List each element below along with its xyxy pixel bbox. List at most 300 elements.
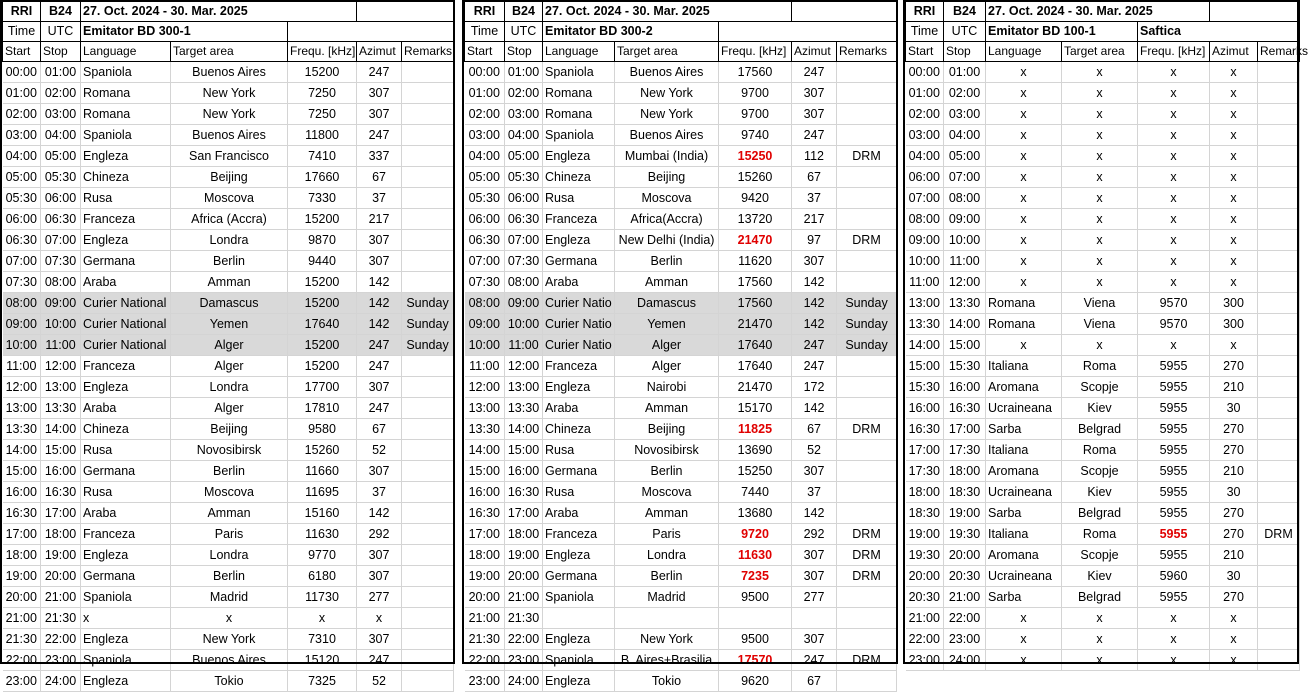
language-cell: Aromana	[986, 377, 1062, 398]
target-cell: Buenos Aires	[171, 650, 288, 671]
language-cell: Engleza	[81, 377, 171, 398]
target-cell: Africa(Accra)	[615, 209, 719, 230]
target-cell: Mumbai (India)	[615, 146, 719, 167]
stop-cell: 01:00	[41, 62, 81, 83]
azimut-cell: 37	[357, 188, 402, 209]
remarks-cell: DRM	[837, 524, 897, 545]
frequency-cell: 15200	[288, 272, 357, 293]
language-cell: x	[986, 167, 1062, 188]
stop-cell: 21:30	[505, 608, 543, 629]
header-row-period	[3, 1, 454, 22]
target-cell: x	[1062, 62, 1138, 83]
target-cell: Alger	[171, 398, 288, 419]
azimut-cell: 37	[792, 482, 837, 503]
azimut-cell: 307	[792, 104, 837, 125]
azimut-cell: 270	[1210, 419, 1258, 440]
stop-cell: 14:00	[944, 314, 986, 335]
target-cell: x	[1062, 167, 1138, 188]
azimut-cell: 67	[792, 671, 837, 692]
schedule-body	[3, 1, 454, 692]
remarks-cell	[402, 188, 454, 209]
remarks-cell	[402, 125, 454, 146]
azimut-cell: 307	[357, 377, 402, 398]
period-label: 27. Oct. 2024 - 30. Mar. 2025	[543, 1, 792, 22]
azimut-cell: 307	[357, 461, 402, 482]
table-row	[465, 671, 897, 692]
remarks-cell	[402, 251, 454, 272]
remarks-cell: Sunday	[837, 314, 897, 335]
target-cell: Moscova	[171, 188, 288, 209]
target-cell: B. Aires+Brasilia	[615, 650, 719, 671]
start-cell: 17:30	[906, 461, 944, 482]
start-cell: 04:00	[3, 146, 41, 167]
table-row	[465, 356, 897, 377]
language-cell: Romana	[986, 293, 1062, 314]
stop-cell: 13:00	[41, 377, 81, 398]
language-cell: Italiana	[986, 356, 1062, 377]
transmitter-title: Emitator BD 100-1	[986, 22, 1138, 42]
start-cell: 06:30	[465, 230, 505, 251]
language-cell: Spaniola	[543, 62, 615, 83]
target-cell: Madrid	[615, 587, 719, 608]
language-cell: Curier National	[81, 314, 171, 335]
frequency-cell: x	[1138, 650, 1210, 671]
remarks-cell	[837, 440, 897, 461]
start-cell: 19:00	[3, 566, 41, 587]
remarks-cell	[1258, 125, 1300, 146]
frequency-cell: 5955	[1138, 587, 1210, 608]
frequency-cell: 15250	[719, 146, 792, 167]
remarks-cell	[402, 377, 454, 398]
remarks-cell	[402, 461, 454, 482]
azimut-cell: 67	[792, 167, 837, 188]
frequency-cell: 13720	[719, 209, 792, 230]
table-row	[906, 419, 1300, 440]
table-row	[906, 545, 1300, 566]
frequency-cell: 9870	[288, 230, 357, 251]
start-cell: 16:30	[3, 503, 41, 524]
target-cell: Damascus	[171, 293, 288, 314]
start-cell: 05:30	[465, 188, 505, 209]
azimut-cell: 300	[1210, 293, 1258, 314]
remarks-cell	[1258, 188, 1300, 209]
col-target-area: Target area	[171, 42, 288, 62]
language-cell: Romana	[986, 314, 1062, 335]
stop-cell: 07:30	[41, 251, 81, 272]
frequency-cell: 9570	[1138, 314, 1210, 335]
stop-cell: 21:30	[41, 608, 81, 629]
language-cell: Aromana	[986, 461, 1062, 482]
start-cell: 02:00	[3, 104, 41, 125]
column-header-row	[3, 42, 454, 62]
remarks-cell	[1258, 209, 1300, 230]
language-cell: Engleza	[81, 545, 171, 566]
language-cell: Engleza	[81, 230, 171, 251]
language-cell: Chineza	[81, 167, 171, 188]
schedule-body	[906, 1, 1308, 671]
table-row	[906, 608, 1300, 629]
table-row	[3, 545, 454, 566]
language-cell: Engleza	[543, 230, 615, 251]
target-cell: Amman	[171, 272, 288, 293]
start-cell: 17:00	[3, 524, 41, 545]
language-cell: Rusa	[81, 482, 171, 503]
azimut-cell: x	[1210, 251, 1258, 272]
language-cell: Sarba	[986, 419, 1062, 440]
table-row	[906, 293, 1300, 314]
remarks-cell	[837, 167, 897, 188]
col-frequency: Frequ. [kHz]	[1138, 42, 1210, 62]
stop-cell: 24:00	[505, 671, 543, 692]
start-cell: 02:00	[906, 104, 944, 125]
azimut-cell: 307	[792, 629, 837, 650]
start-cell: 22:00	[906, 629, 944, 650]
remarks-cell: DRM	[837, 230, 897, 251]
remarks-cell	[402, 419, 454, 440]
frequency-cell: 17700	[288, 377, 357, 398]
table-row	[3, 314, 454, 335]
stop-cell: 04:00	[944, 125, 986, 146]
remarks-cell	[402, 608, 454, 629]
season-label: B24	[944, 1, 986, 22]
azimut-cell: 142	[792, 503, 837, 524]
frequency-cell: 6180	[288, 566, 357, 587]
target-cell: Amman	[171, 503, 288, 524]
target-cell: Beijing	[615, 167, 719, 188]
target-cell: Moscova	[615, 482, 719, 503]
target-cell: x	[1062, 335, 1138, 356]
target-cell: Roma	[1062, 356, 1138, 377]
language-cell: Araba	[81, 503, 171, 524]
stop-cell: 13:30	[41, 398, 81, 419]
azimut-cell: x	[1210, 650, 1258, 671]
target-cell: Belgrad	[1062, 419, 1138, 440]
azimut-cell: x	[1210, 104, 1258, 125]
language-cell: Ucraineana	[986, 398, 1062, 419]
table-row	[906, 482, 1300, 503]
remarks-cell	[837, 125, 897, 146]
col-frequency: Frequ. [kHz]	[719, 42, 792, 62]
table-row	[3, 566, 454, 587]
start-cell: 12:00	[465, 377, 505, 398]
header-empty	[357, 1, 454, 22]
stop-cell: 16:00	[505, 461, 543, 482]
language-cell: Engleza	[81, 146, 171, 167]
start-cell: 01:00	[906, 83, 944, 104]
start-cell: 14:00	[906, 335, 944, 356]
target-cell: Berlin	[615, 461, 719, 482]
remarks-cell	[1258, 482, 1300, 503]
azimut-cell: 270	[1210, 524, 1258, 545]
stop-cell: 11:00	[505, 335, 543, 356]
remarks-cell	[1258, 293, 1300, 314]
stop-cell: 17:00	[944, 419, 986, 440]
stop-cell: 06:30	[41, 209, 81, 230]
azimut-cell: 52	[792, 440, 837, 461]
frequency-cell: 11620	[719, 251, 792, 272]
frequency-cell: 15200	[288, 209, 357, 230]
azimut-cell: 142	[357, 503, 402, 524]
stop-cell: 15:00	[505, 440, 543, 461]
target-cell: Novosibirsk	[171, 440, 288, 461]
frequency-cell: 9740	[719, 125, 792, 146]
stop-cell: 19:00	[944, 503, 986, 524]
header-row-transmitter	[3, 22, 454, 42]
stop-cell: 20:00	[944, 545, 986, 566]
language-cell: Engleza	[543, 545, 615, 566]
azimut-cell: x	[1210, 146, 1258, 167]
target-cell: Viena	[1062, 314, 1138, 335]
remarks-cell	[837, 272, 897, 293]
stop-cell: 23:00	[944, 629, 986, 650]
frequency-cell: 17640	[288, 314, 357, 335]
stop-cell: 20:00	[41, 566, 81, 587]
table-row	[3, 293, 454, 314]
remarks-cell	[837, 503, 897, 524]
remarks-cell	[837, 398, 897, 419]
target-cell: Kiev	[1062, 482, 1138, 503]
start-cell: 14:00	[465, 440, 505, 461]
remarks-cell	[1258, 629, 1300, 650]
azimut-cell: 247	[357, 125, 402, 146]
table-row	[906, 440, 1300, 461]
frequency-cell: 7250	[288, 104, 357, 125]
start-cell: 06:30	[3, 230, 41, 251]
target-cell: x	[1062, 272, 1138, 293]
target-cell: Berlin	[615, 566, 719, 587]
table-row	[906, 524, 1300, 545]
start-cell: 03:00	[906, 125, 944, 146]
stop-cell: 10:00	[944, 230, 986, 251]
header-row-transmitter	[465, 22, 897, 42]
azimut-cell: 307	[357, 629, 402, 650]
stop-cell: 07:00	[41, 230, 81, 251]
remarks-cell	[402, 83, 454, 104]
table-row	[465, 650, 897, 671]
azimut-cell: 300	[1210, 314, 1258, 335]
table-row	[3, 608, 454, 629]
remarks-cell	[402, 482, 454, 503]
period-label: 27. Oct. 2024 - 30. Mar. 2025	[81, 1, 357, 22]
language-cell: Romana	[543, 83, 615, 104]
column-header-row	[465, 42, 897, 62]
transmitter-title: Emitator BD 300-1	[81, 22, 288, 42]
start-cell: 15:30	[906, 377, 944, 398]
frequency-cell: x	[1138, 251, 1210, 272]
language-cell: Germana	[543, 461, 615, 482]
target-cell: New York	[171, 629, 288, 650]
remarks-cell: DRM	[837, 419, 897, 440]
target-cell: Roma	[1062, 440, 1138, 461]
azimut-cell: 30	[1210, 482, 1258, 503]
col-start: Start	[3, 42, 41, 62]
azimut-cell: 247	[357, 335, 402, 356]
stop-cell: 05:00	[41, 146, 81, 167]
remarks-cell	[837, 62, 897, 83]
azimut-cell: 247	[792, 62, 837, 83]
frequency-cell: 7310	[288, 629, 357, 650]
frequency-cell: 15160	[288, 503, 357, 524]
azimut-cell: 37	[792, 188, 837, 209]
start-cell: 23:00	[3, 671, 41, 692]
col-start: Start	[465, 42, 505, 62]
table-row	[465, 377, 897, 398]
remarks-cell	[402, 545, 454, 566]
stop-cell: 19:00	[505, 545, 543, 566]
remarks-cell	[402, 671, 454, 692]
col-remarks: Remarks	[1258, 42, 1300, 62]
stop-cell: 22:00	[944, 608, 986, 629]
table-row	[906, 566, 1300, 587]
azimut-cell: 52	[357, 671, 402, 692]
language-cell: x	[986, 335, 1062, 356]
table-row	[465, 461, 897, 482]
stop-cell: 02:00	[505, 83, 543, 104]
stop-cell: 03:00	[505, 104, 543, 125]
stop-cell: 18:00	[944, 461, 986, 482]
frequency-cell: 7325	[288, 671, 357, 692]
frequency-cell: 7330	[288, 188, 357, 209]
table-row	[3, 524, 454, 545]
frequency-cell: 9720	[719, 524, 792, 545]
frequency-cell: 15120	[288, 650, 357, 671]
stop-cell: 13:30	[505, 398, 543, 419]
azimut-cell: 52	[357, 440, 402, 461]
target-cell: x	[1062, 83, 1138, 104]
table-row	[3, 377, 454, 398]
target-cell: x	[1062, 629, 1138, 650]
stop-cell: 24:00	[41, 671, 81, 692]
frequency-cell: 17560	[719, 272, 792, 293]
col-remarks: Remarks	[402, 42, 454, 62]
col-language: Language	[81, 42, 171, 62]
table-row	[465, 566, 897, 587]
remarks-cell	[402, 167, 454, 188]
azimut-cell: 142	[792, 272, 837, 293]
remarks-cell	[1258, 335, 1300, 356]
azimut-cell: 247	[792, 125, 837, 146]
start-cell: 16:00	[465, 482, 505, 503]
language-cell: Curier National	[81, 335, 171, 356]
start-cell: 03:00	[465, 125, 505, 146]
language-cell: Chineza	[543, 167, 615, 188]
utc-label: UTC	[505, 22, 543, 42]
stop-cell: 23:00	[505, 650, 543, 671]
target-cell: Kiev	[1062, 398, 1138, 419]
start-cell: 18:30	[906, 503, 944, 524]
stop-cell: 03:00	[41, 104, 81, 125]
azimut-cell: x	[1210, 230, 1258, 251]
azimut-cell: 247	[357, 398, 402, 419]
target-cell: Alger	[171, 335, 288, 356]
stop-cell: 23:00	[41, 650, 81, 671]
transmitter-title: Emitator BD 300-2	[543, 22, 719, 42]
frequency-cell: 5955	[1138, 440, 1210, 461]
frequency-cell: 11660	[288, 461, 357, 482]
stop-cell: 19:30	[944, 524, 986, 545]
remarks-cell: Sunday	[402, 335, 454, 356]
rri-label: RRI	[465, 1, 505, 22]
target-cell: x	[1062, 650, 1138, 671]
start-cell: 04:00	[906, 146, 944, 167]
remarks-cell	[837, 629, 897, 650]
table-row	[465, 314, 897, 335]
season-label: B24	[505, 1, 543, 22]
start-cell: 07:00	[3, 251, 41, 272]
start-cell: 14:00	[3, 440, 41, 461]
stop-cell: 18:00	[505, 524, 543, 545]
language-cell: Romana	[81, 104, 171, 125]
language-cell: Germana	[81, 461, 171, 482]
azimut-cell: 30	[1210, 398, 1258, 419]
start-cell: 07:30	[465, 272, 505, 293]
start-cell: 23:00	[465, 671, 505, 692]
table-row	[465, 146, 897, 167]
stop-cell: 03:00	[944, 104, 986, 125]
target-cell: Buenos Aires	[615, 62, 719, 83]
stop-cell: 04:00	[41, 125, 81, 146]
azimut-cell: 270	[1210, 356, 1258, 377]
stop-cell: 06:30	[505, 209, 543, 230]
azimut-cell: 270	[1210, 503, 1258, 524]
start-cell: 06:00	[3, 209, 41, 230]
remarks-cell	[402, 356, 454, 377]
stop-cell: 12:00	[944, 272, 986, 293]
target-cell: x	[1062, 230, 1138, 251]
frequency-cell: x	[1138, 629, 1210, 650]
frequency-cell: 9420	[719, 188, 792, 209]
frequency-cell: 9620	[719, 671, 792, 692]
remarks-cell	[837, 251, 897, 272]
language-cell: Spaniola	[81, 62, 171, 83]
start-cell: 08:00	[3, 293, 41, 314]
azimut-cell: 247	[792, 650, 837, 671]
frequency-cell: 7250	[288, 83, 357, 104]
table-row	[3, 272, 454, 293]
time-label: Time	[906, 22, 944, 42]
start-cell: 18:00	[3, 545, 41, 566]
remarks-cell	[1258, 650, 1300, 671]
frequency-cell: 17640	[719, 356, 792, 377]
stop-cell: 21:00	[41, 587, 81, 608]
stop-cell: 14:00	[41, 419, 81, 440]
remarks-cell	[1258, 566, 1300, 587]
frequency-cell: 5955	[1138, 398, 1210, 419]
target-cell: Berlin	[171, 251, 288, 272]
stop-cell: 16:30	[41, 482, 81, 503]
start-cell: 10:00	[465, 335, 505, 356]
table-row	[465, 503, 897, 524]
stop-cell: 11:00	[41, 335, 81, 356]
target-cell: x	[1062, 125, 1138, 146]
rri-label: RRI	[3, 1, 41, 22]
table-row	[906, 188, 1300, 209]
frequency-cell	[719, 608, 792, 629]
target-cell: Paris	[171, 524, 288, 545]
remarks-cell	[1258, 440, 1300, 461]
start-cell: 18:00	[465, 545, 505, 566]
transmitter-site	[288, 22, 454, 42]
table-row	[3, 356, 454, 377]
target-cell: Damascus	[615, 293, 719, 314]
frequency-cell: 15200	[288, 293, 357, 314]
target-cell: x	[1062, 251, 1138, 272]
transmitter-site	[719, 22, 897, 42]
frequency-cell: 5955	[1138, 482, 1210, 503]
table-row	[906, 356, 1300, 377]
stop-cell: 02:00	[944, 83, 986, 104]
language-cell: x	[986, 188, 1062, 209]
